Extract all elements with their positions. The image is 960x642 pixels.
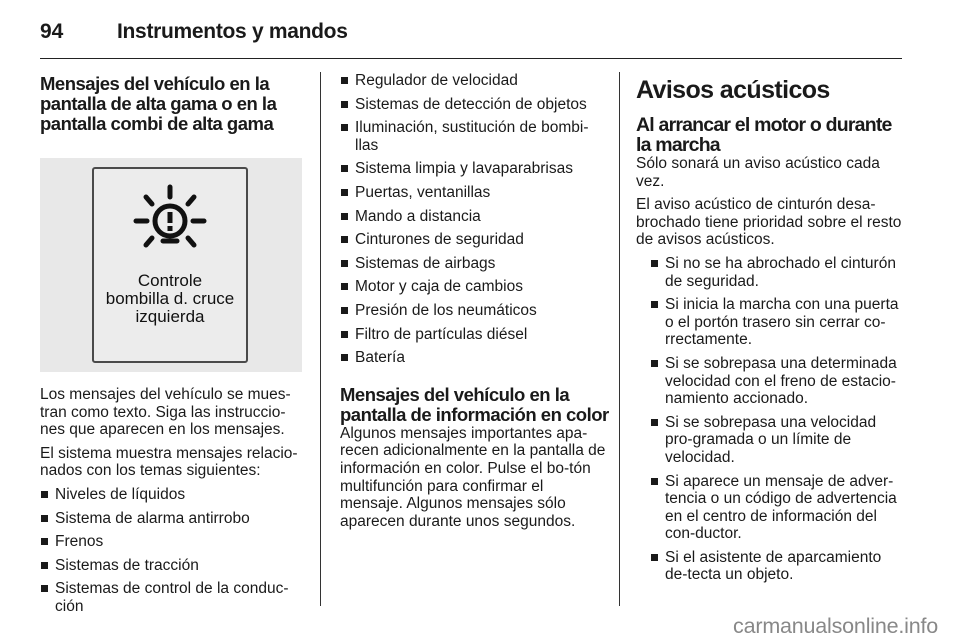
list-item: Mando a distancia <box>340 208 610 226</box>
display-message-line-2: bombilla d. cruce <box>105 289 235 308</box>
bulb-warning-icon <box>130 179 210 259</box>
list-item: Si no se ha abrochado el cinturón de seguridad. <box>650 255 906 290</box>
acoustic-conditions-list <box>636 255 906 584</box>
topics-list-2 <box>340 72 610 367</box>
paragraph-topics-intro: El sistema muestra mensajes relacio-nados con los temas siguientes: <box>40 444 298 480</box>
list-item: Si se sobrepasa una velocidad pro-gramada o un límite de velocidad. <box>650 414 906 467</box>
paragraph-one-signal: Sólo sonará un aviso acústico cada vez. <box>636 155 880 190</box>
paragraph-color-display: Algunos mensajes importantes apa-recen adicionalmente en la pantalla de información en color. Pulse el bo-tón multifunción para confirmar el mensaje. Algunos mensajes sólo aparecen durante unos segundos. <box>340 424 606 530</box>
list-item: Filtro de partículas diésel <box>340 326 610 344</box>
list-item: Puertas, ventanillas <box>340 184 610 202</box>
list-item: Iluminación, sustitución de bombi-llas <box>340 119 610 154</box>
list-item: Si el asistente de aparcamiento de-tecta un objeto. <box>650 549 906 584</box>
list-item: Si aparece un mensaje de adver-tencia o un código de advertencia en el centro de información del con-ductor. <box>650 473 906 543</box>
section-heading-high-end-display: Mensajes del vehículo en la pantalla de alta gama o en la pantalla combi de alta gama <box>40 73 277 134</box>
list-item: Cinturones de seguridad <box>340 231 610 249</box>
list-item: Niveles de líquidos <box>40 486 310 504</box>
page-header-title: Instrumentos y mandos <box>117 20 348 43</box>
list-item: Sistemas de tracción <box>40 557 310 575</box>
paragraph-messages-intro: Los mensajes del vehículo se mues-tran como texto. Siga las instruccio-nes que aparecen en los mensajes. <box>40 386 291 439</box>
column-1 <box>40 74 310 616</box>
column-divider-1 <box>320 72 321 606</box>
section-heading-acoustic-signals: Avisos acústicos <box>636 76 830 104</box>
column-3 <box>636 76 906 584</box>
section-heading-color-display: Mensajes del vehículo en la pantalla de información en color <box>340 383 609 425</box>
display-message <box>94 272 246 326</box>
list-item: Si se sobrepasa una determinada velocidad con el freno de estacio-namiento accionado. <box>650 355 906 408</box>
column-2 <box>340 72 610 530</box>
watermark: carmanualsonline.info <box>733 614 938 638</box>
list-item: Regulador de velocidad <box>340 72 610 90</box>
paragraph-seatbelt-priority: El aviso acústico de cinturón desa-brochado tiene prioridad sobre el resto de avisos acústicos. <box>636 196 902 249</box>
list-item: Frenos <box>40 533 310 551</box>
column-divider-2 <box>619 72 620 606</box>
list-item: Sistemas de airbags <box>340 255 610 273</box>
list-item: Batería <box>340 349 610 367</box>
list-item: Presión de los neumáticos <box>340 302 610 320</box>
topics-list-1 <box>40 486 310 616</box>
list-item: Sistema de alarma antirrobo <box>40 510 310 528</box>
display-figure <box>40 158 302 372</box>
header-rule <box>40 58 902 59</box>
list-item: Si inicia la marcha con una puerta o el portón trasero sin cerrar co-rrectamente. <box>650 296 906 349</box>
display-message-line-1: Controle <box>137 271 203 290</box>
list-item: Motor y caja de cambios <box>340 278 610 296</box>
list-item: Sistemas de detección de objetos <box>340 96 610 114</box>
page-number: 94 <box>40 20 64 43</box>
list-item: Sistemas de control de la conduc-ción <box>40 580 310 615</box>
display-message-line-3: izquierda <box>135 307 205 326</box>
subheading-engine-start: Al arrancar el motor o durante la marcha <box>636 114 892 156</box>
list-item: Sistema limpia y lavaparabrisas <box>340 160 610 178</box>
display-panel <box>92 167 248 363</box>
